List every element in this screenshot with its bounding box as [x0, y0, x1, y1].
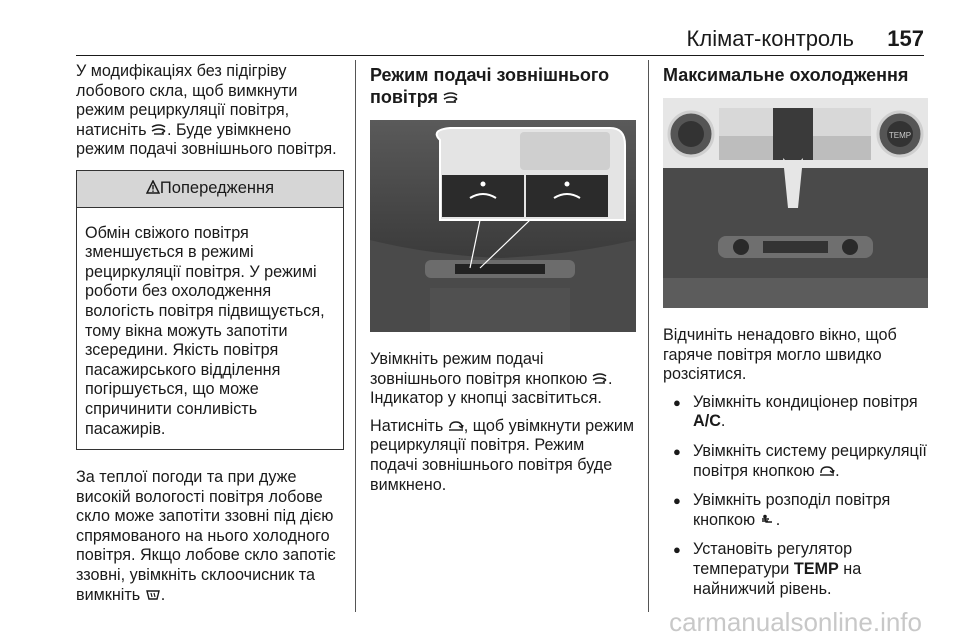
on-paragraph: Увімкніть режим подачі зовнішнього повітря кнопкою . Індикатор у кнопці засвітиться.	[370, 350, 613, 408]
recirculation-icon	[819, 465, 835, 477]
column-3	[663, 62, 928, 609]
list-item: ● Увімкніть систему рециркуляції повітря кнопкою .	[673, 441, 927, 480]
warning-header	[77, 171, 343, 208]
page-header	[0, 22, 960, 56]
bullet-dot: ●	[673, 443, 681, 459]
intro-paragraph: Відчиніть ненадовго вікно, щоб гаряче повітря могло швидко розсіятися.	[663, 326, 897, 384]
warning-icon	[146, 180, 160, 194]
column-divider	[648, 60, 649, 612]
bullet-dot: ●	[673, 394, 681, 410]
outside-air-icon	[592, 373, 608, 385]
console-illustration	[370, 120, 636, 332]
warning-box	[76, 170, 344, 450]
list-item: ● Увімкніть розподіл повітря кнопкою .	[673, 491, 891, 529]
column-divider	[355, 60, 356, 612]
temp-knob-label: TEMP	[888, 131, 912, 140]
list-item: ● Увімкніть кондиціонер повітря A/C.	[673, 392, 918, 431]
bullet-dot: ●	[673, 542, 681, 558]
recirc-paragraph: Натисніть , щоб увімкнути режим рециркуляції повітря. Режим подачі зовнішнього повітря буде вимкнено.	[370, 416, 634, 494]
warning-text: Обмін свіжого повітря зменшується в режимі рециркуляції повітря. У режимі роботи без охолодження вологість повітря підвищується, тому вікна можуть запотіти зсередини. Якість повітря пасажирського відділення погіршується, що може спричинити сонливість пасажирів.	[85, 223, 325, 438]
column-2	[370, 62, 636, 503]
console-photo-outside-air	[370, 120, 636, 332]
air-distribution-icon	[760, 514, 776, 526]
fog-paragraph: За теплої погоди та при дуже високій вологості повітря лобове скло може запотіти ззовні під дією спрямованого на нього холодного повітря. Якщо лобове скло запотіє ззовні, увімкніть склоочисник та вимкніть .	[76, 468, 336, 604]
page-title: Клімат-контроль	[686, 26, 854, 51]
windshield-air-icon	[145, 589, 161, 601]
section-heading: Режим подачі зовнішнього повітря	[370, 65, 610, 107]
column-1	[76, 62, 344, 613]
list-item: ● Установіть регулятор температури TEMP на найнижчий рівень.	[673, 540, 862, 598]
recirculation-icon	[448, 420, 464, 432]
header-rule	[76, 55, 924, 56]
console-illustration	[663, 98, 928, 308]
outside-air-icon	[443, 92, 459, 104]
warning-title: Попередження	[159, 178, 275, 197]
watermark: carmanualsonline.info	[669, 607, 922, 637]
bullet-dot: ●	[673, 493, 681, 509]
section-heading: Максимальне охолодження	[663, 65, 909, 85]
console-photo-max-cooling	[663, 98, 928, 308]
page-number: 157	[887, 26, 924, 51]
intro-paragraph: У модифікаціях без підігріву лобового скла, щоб вимкнути режим рециркуляції повітря, натисніть . Буде увімкнено режим подачі зовнішнього повітря.	[76, 62, 337, 159]
outside-air-icon	[151, 124, 167, 136]
